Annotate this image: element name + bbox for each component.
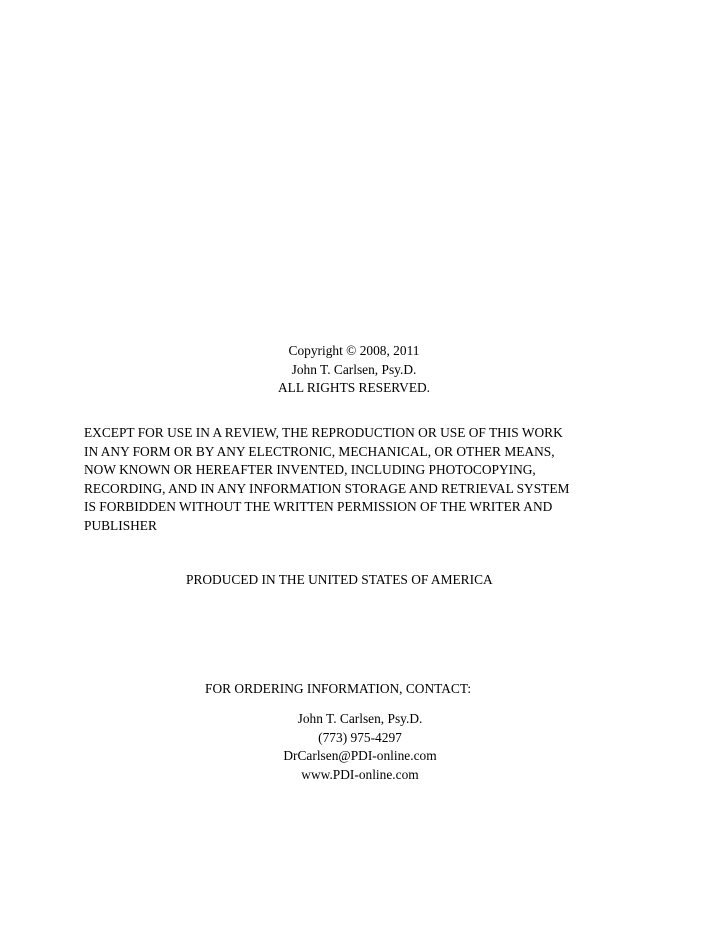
legal-notice-line: NOW KNOWN OR HEREAFTER INVENTED, INCLUDING PHOTOCOPYING,	[84, 462, 536, 478]
contact-website: www.PDI-online.com	[301, 766, 419, 782]
produced-in-statement: PRODUCED IN THE UNITED STATES OF AMERICA	[186, 572, 493, 587]
legal-notice-line: PUBLISHER	[84, 517, 157, 533]
contact-email: DrCarlsen@PDI-online.com	[283, 748, 437, 764]
legal-notice-line: IN ANY FORM OR BY ANY ELECTRONIC, MECHANICAL, OR OTHER MEANS,	[84, 443, 555, 459]
contact-phone: (773) 975-4297	[318, 729, 402, 745]
copyright-block	[204, 342, 504, 398]
legal-notice-line: EXCEPT FOR USE IN A REVIEW, THE REPRODUCTION OR USE OF THIS WORK	[84, 425, 563, 440]
legal-notice	[84, 424, 624, 536]
rights-reserved: ALL RIGHTS RESERVED.	[277, 380, 431, 396]
legal-notice-line: RECORDING, AND IN ANY INFORMATION STORAGE AND RETRIEVAL SYSTEM	[84, 480, 570, 496]
contact-block	[210, 710, 510, 784]
ordering-info-heading: FOR ORDERING INFORMATION, CONTACT:	[205, 681, 472, 696]
copyright-years: Copyright © 2008, 2011	[288, 343, 420, 358]
contact-name: John T. Carlsen, Psy.D.	[297, 711, 423, 726]
legal-notice-line: IS FORBIDDEN WITHOUT THE WRITTEN PERMISSION OF THE WRITER AND	[84, 499, 553, 515]
copyright-holder: John T. Carlsen, Psy.D.	[291, 361, 417, 377]
